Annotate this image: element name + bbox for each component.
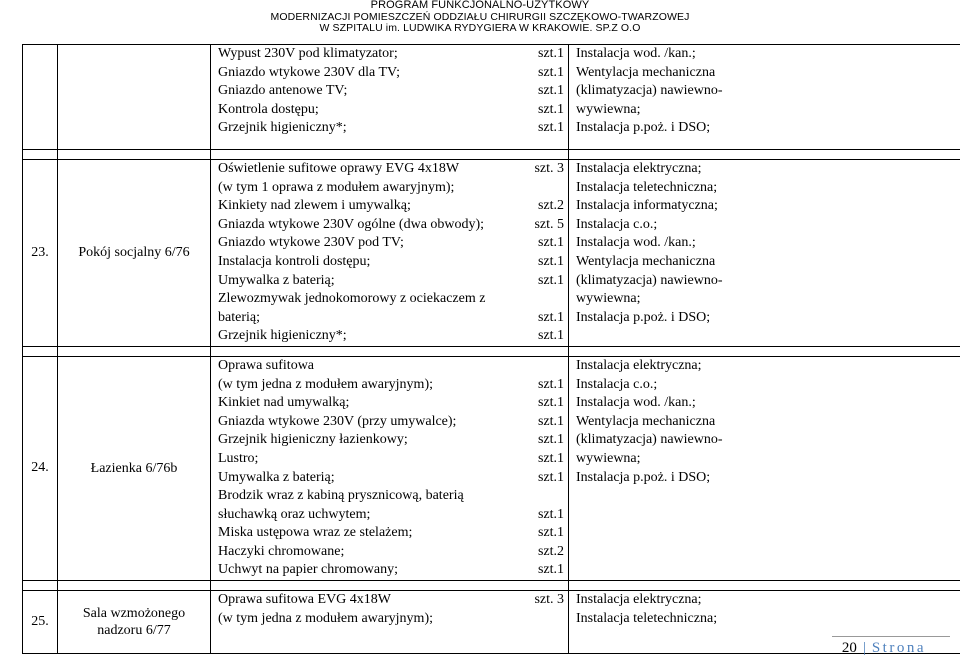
header-title: PROGRAM FUNKCJONALNO-UŻYTKOWY [370, 0, 590, 11]
list-item: Kinkiety nad zlewem i umywalką; szt.2 [218, 198, 564, 214]
list-item: Gniazda wtykowe 230V (przy umywalce); szt.1 [218, 413, 564, 429]
installation-item: Instalacja wod. /kan.; [576, 46, 696, 61]
list-item: Haczyki chromowane; szt.2 [218, 543, 564, 559]
installation-item: Instalacja wod. /kan.; [576, 235, 696, 251]
row-number: 25. [23, 591, 58, 654]
list-item: Oprawa sufitowa EVG 4x18W szt. 3 [218, 592, 564, 608]
document-header [0, 0, 960, 35]
installation-item: Instalacja c.o.; [576, 216, 658, 232]
installation-item: wywiewna; [576, 291, 641, 307]
list-item: Gniazdo wtykowe 230V pod TV; szt.1 [218, 235, 564, 251]
row-number: 23. [23, 160, 58, 347]
list-item: Grzejnik higieniczny*; szt.1 [218, 120, 564, 136]
footer-divider [832, 636, 950, 637]
list-item: Uchwyt na papier chromowany; szt.1 [218, 562, 564, 578]
installation-item: wywiewna; [576, 450, 641, 466]
list-item: Kontrola dostępu; szt.1 [218, 101, 564, 117]
row-spacer [23, 346, 960, 356]
page-number: 20 [841, 640, 857, 656]
installation-item: Wentylacja mechaniczna [576, 413, 716, 429]
installation-item: Instalacja elektryczna; [576, 357, 702, 373]
installation-item: (klimatyzacja) nawiewno- [576, 432, 723, 448]
table-row [23, 45, 960, 150]
room-name: Łazienka 6/76b [58, 356, 211, 580]
page-footer [842, 640, 926, 657]
list-item: Zlewozmywak jednokomorowy z ociekaczem z [218, 291, 486, 307]
installation-item: wywiewna; [576, 101, 641, 117]
room-name-line: nadzoru 6/77 [97, 623, 171, 639]
installation-item: Instalacja informatyczna; [576, 198, 718, 214]
list-item: (w tym jedna z modułem awaryjnym); [218, 610, 433, 626]
list-item: Instalacja kontroli dostępu; szt.1 [218, 253, 564, 269]
list-item: Umywalka z baterią; szt.1 [218, 469, 564, 485]
list-item: Grzejnik higieniczny*; szt.1 [218, 328, 564, 344]
list-item: Gniazda wtykowe 230V ogólne (dwa obwody); szt. 5 [218, 216, 564, 232]
installation-item: (klimatyzacja) nawiewno- [576, 272, 723, 288]
equipment-list [211, 45, 569, 150]
installation-item: Instalacja p.poż. i DSO; [576, 120, 711, 136]
installation-item: Instalacja elektryczna; [576, 592, 702, 608]
table-row [23, 160, 960, 347]
installation-item: Instalacja c.o.; [576, 376, 658, 392]
installation-item: Instalacja elektryczna; [576, 161, 702, 176]
list-item: słuchawką oraz uchwytem; szt.1 [218, 506, 564, 522]
list-item: (w tym 1 oprawa z modułem awaryjnym); [218, 179, 455, 195]
page-label: Strona [871, 640, 926, 656]
equipment-list [211, 356, 569, 580]
list-item: Gniazdo antenowe TV; szt.1 [218, 83, 564, 99]
installation-item: Instalacja teletechniczna; [576, 610, 718, 626]
list-item: baterią; szt.1 [218, 309, 564, 325]
room-name: Pokój socjalny 6/76 [58, 160, 211, 347]
header-hospital: W SZPITALU im. LUDWIKA RYDYGIERA W KRAKOWIE. SP.Z O.O [319, 22, 641, 34]
row-number [23, 45, 58, 150]
list-item: Wypust 230V pod klimatyzator; szt.1 [218, 46, 564, 61]
table-row [23, 591, 960, 654]
row-spacer [23, 150, 960, 160]
list-item: Oprawa sufitowa [218, 357, 315, 373]
equipment-list [211, 591, 569, 654]
list-item: Oświetlenie sufitowe oprawy EVG 4x18W szt. 3 [218, 161, 564, 176]
row-spacer [23, 581, 960, 591]
installation-item: (klimatyzacja) nawiewno- [576, 83, 723, 99]
installations-list [569, 356, 960, 580]
list-item: Kinkiet nad umywalką; szt.1 [218, 395, 564, 411]
installation-item: Instalacja p.poż. i DSO; [576, 469, 711, 485]
installation-item: Wentylacja mechaniczna [576, 64, 716, 80]
list-item: Brodzik wraz z kabiną prysznicową, baterią [218, 488, 464, 504]
installation-item: Instalacja p.poż. i DSO; [576, 309, 711, 325]
installations-list [569, 160, 960, 347]
header-subtitle: MODERNIZACJI POMIESZCZEŃ ODDZIAŁU CHIRURGII SZCZĘKOWO-TWARZOWEJ [270, 10, 690, 23]
list-item: Miska ustępowa wraz ze stelażem; szt.1 [218, 525, 564, 541]
footer-separator: | [862, 640, 866, 656]
table-row [23, 356, 960, 580]
row-number: 24. [23, 356, 58, 580]
list-item: Grzejnik higieniczny łazienkowy; szt.1 [218, 432, 564, 448]
room-name-line: Sala wzmożonego [82, 606, 186, 622]
room-name [58, 591, 211, 654]
installation-item: Wentylacja mechaniczna [576, 253, 716, 269]
list-item: Umywalka z baterią; szt.1 [218, 272, 564, 288]
room-name [58, 45, 211, 150]
list-item: Gniazdo wtykowe 230V dla TV; szt.1 [218, 64, 564, 80]
list-item: (w tym jedna z modułem awaryjnym); szt.1 [218, 376, 564, 392]
installations-list [569, 45, 960, 150]
list-item: Lustro; szt.1 [218, 450, 564, 466]
installation-item: Instalacja wod. /kan.; [576, 395, 696, 411]
equipment-list [211, 160, 569, 347]
room-specification-table [22, 44, 960, 654]
installation-item: Instalacja teletechniczna; [576, 179, 718, 195]
